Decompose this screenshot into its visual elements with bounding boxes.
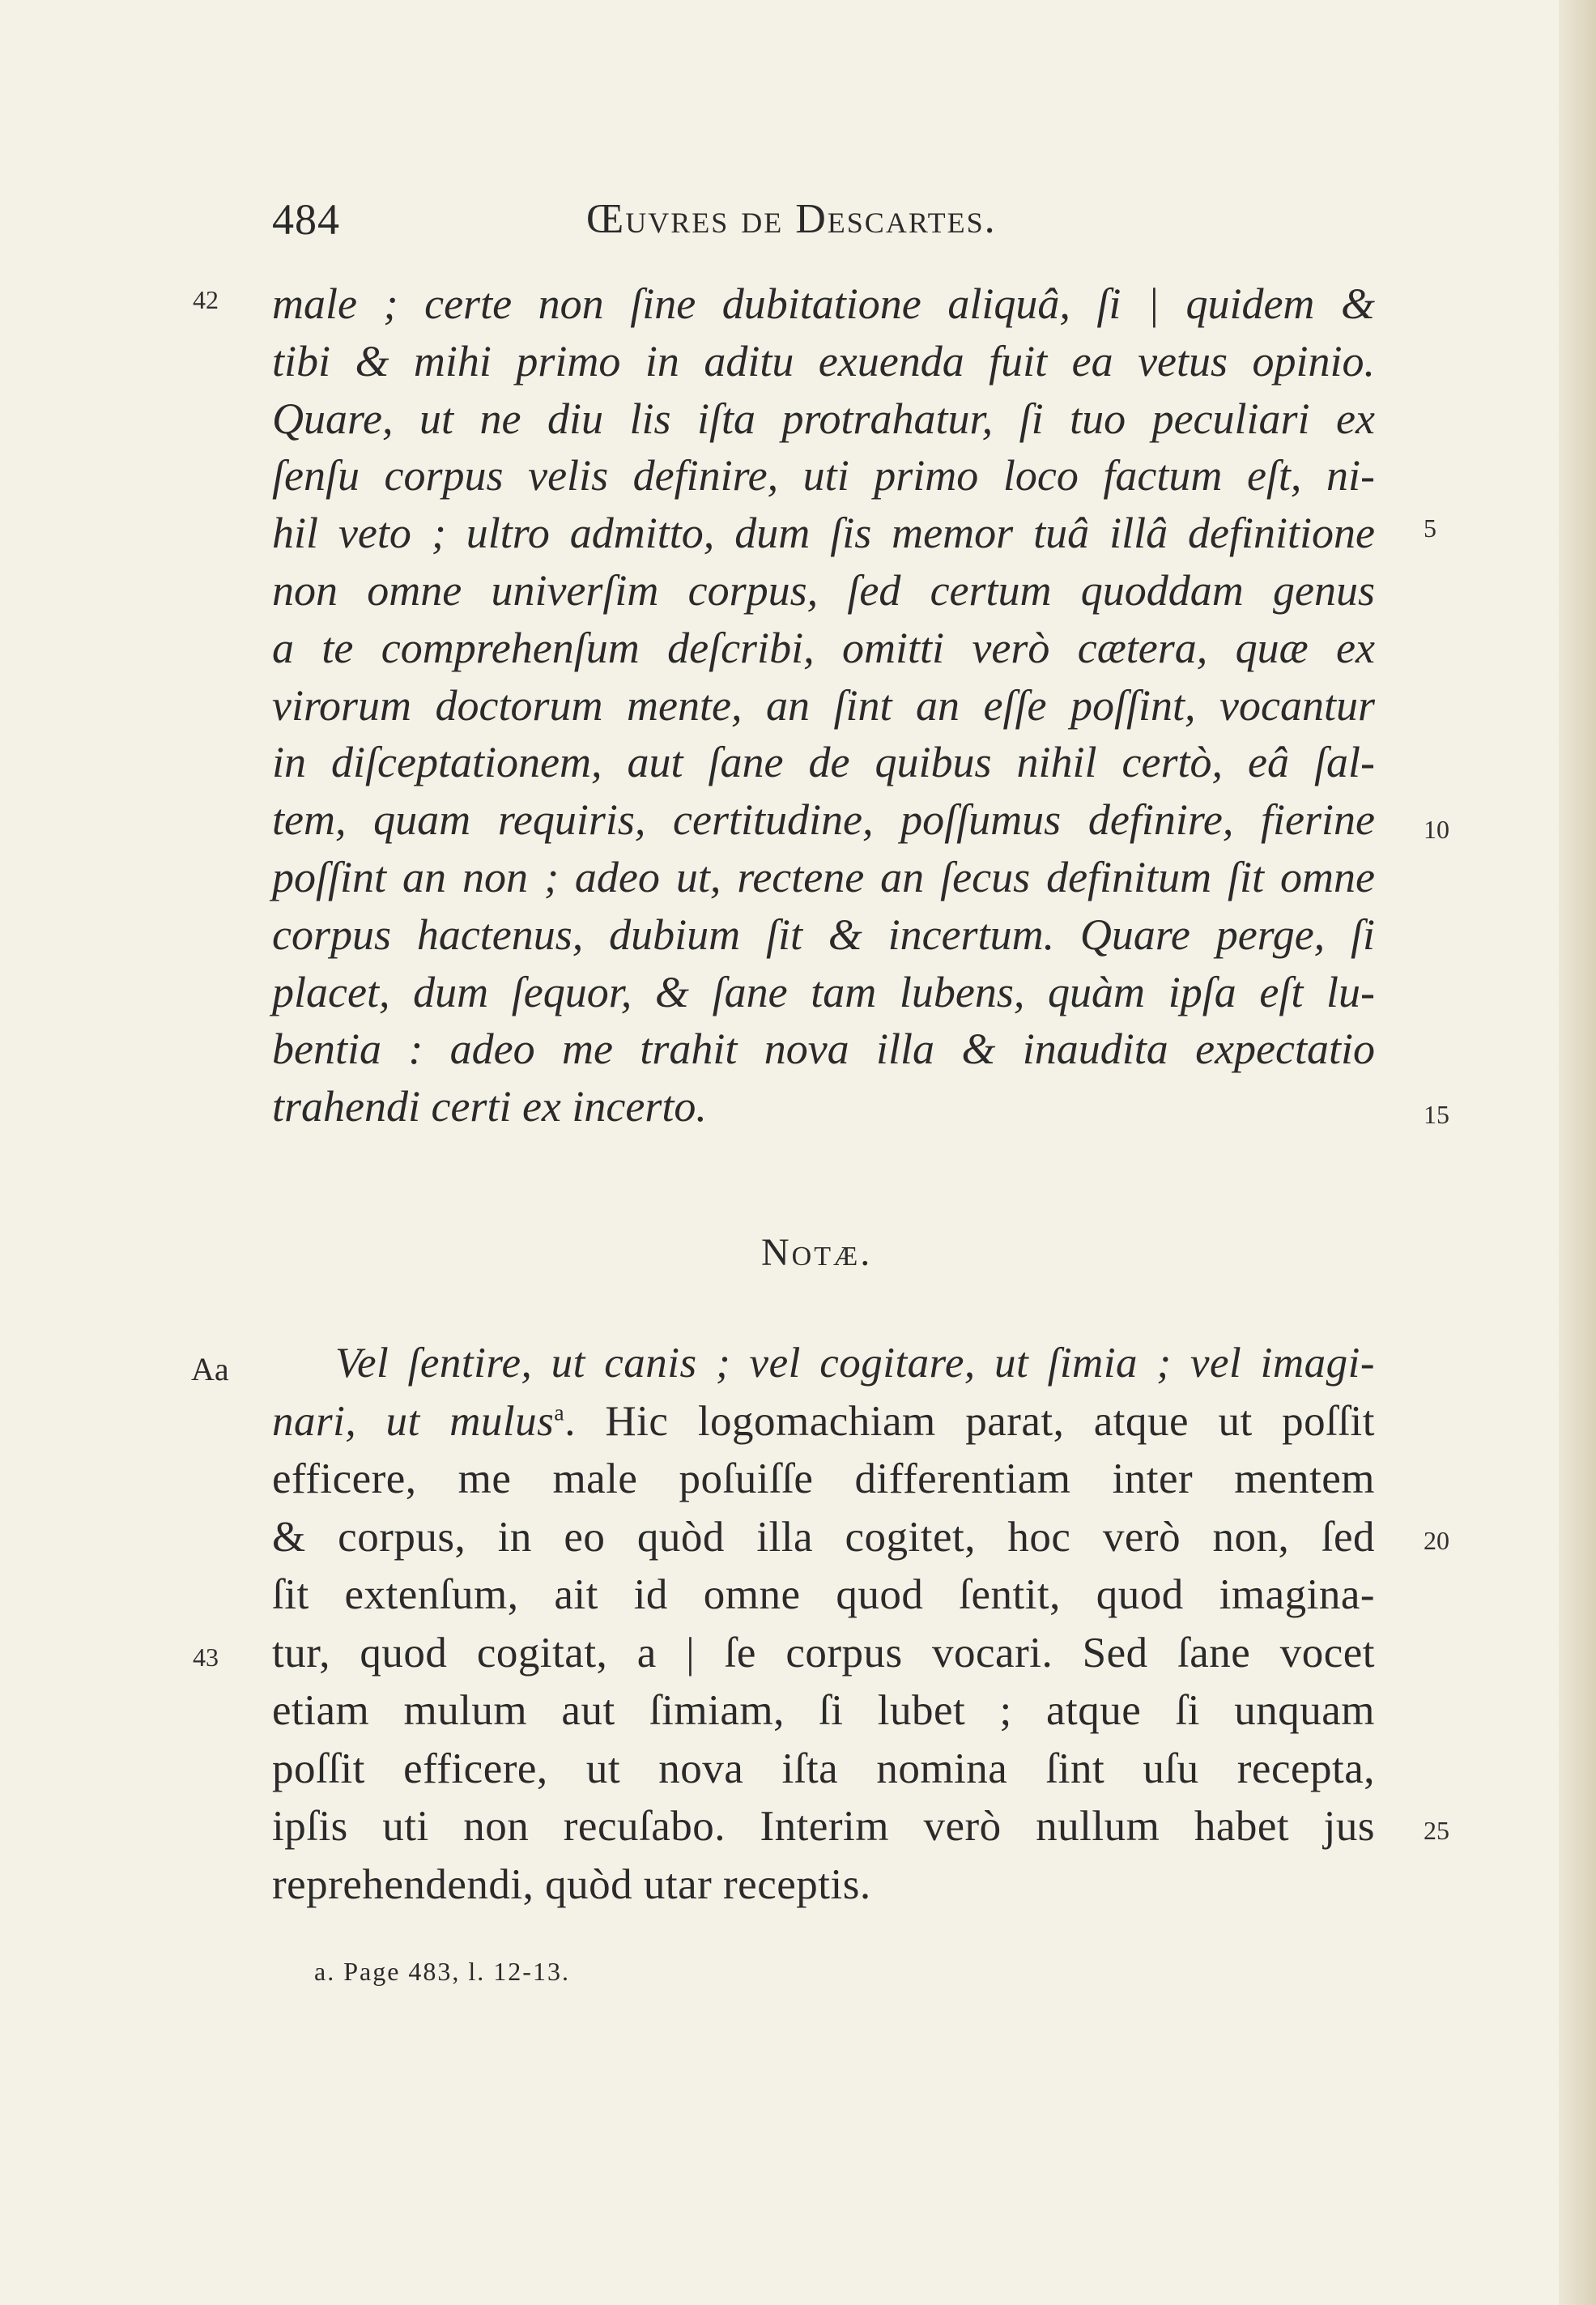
note-line: tur, quod cogitat, a | ſe corpus vocari. Sed ſane vocet <box>272 1629 1375 1677</box>
margin-line-number-5: 5 <box>1424 513 1436 543</box>
note-line <box>272 1393 1375 1451</box>
note-line: efficere, me male poſuiſſe differentiam inter mentem <box>272 1455 1375 1502</box>
main-text-line: in diſceptationem, aut ſane de quibus nihil certò, eâ ſal- <box>272 738 1375 787</box>
main-text-line: male ; certe non ſine dubitatione aliquâ, ſi | quidem & <box>272 279 1375 328</box>
note-line: ſit extenſum, ait id omne quod ſentit, quod imagina- <box>272 1571 1375 1618</box>
margin-line-number-10: 10 <box>1424 815 1449 844</box>
notes-heading: Notæ. <box>761 1231 873 1274</box>
note-line: etiam mulum aut ſimiam, ſi lubet ; atque ſi unquam <box>272 1687 1375 1734</box>
main-text-block <box>272 275 1375 1135</box>
main-text-line: placet, dum ſequor, & ſane tam lubens, quàm ipſa eſt lu- <box>272 967 1375 1016</box>
margin-line-number-25: 25 <box>1424 1816 1449 1845</box>
main-text-line: bentia : adeo me trahit nova illa & inaudita expectatio <box>272 1025 1375 1074</box>
running-title: Œuvres de Descartes. <box>586 196 997 242</box>
main-text-line: virorum doctorum mente, an ſint an eſſe poſſint, vocantur <box>272 680 1375 730</box>
notes-text-block <box>272 1335 1375 1914</box>
note-marker: Aa <box>191 1351 229 1387</box>
note-quote-end: nari, ut mulus <box>272 1397 555 1445</box>
main-text-line: non omne univerſim corpus, ſed certum quoddam genus <box>272 565 1375 615</box>
main-text-line: ſenſu corpus velis definire, uti primo loco factum eſt, ni- <box>272 451 1375 501</box>
margin-line-number-15: 15 <box>1424 1100 1449 1129</box>
main-text-line: hil veto ; ultro admitto, dum ſis memor tuâ illâ definitione <box>272 509 1375 558</box>
margin-line-number-20: 20 <box>1424 1526 1449 1555</box>
main-text-line: a te comprehenſum deſcribi, omitti verò cætera, quæ ex <box>272 623 1375 672</box>
note-line: ipſis uti non recuſabo. Interim verò nullum habet jus <box>272 1803 1375 1850</box>
main-text-line: tem, quam requiris, certitudine, poſſumus definire, fierine <box>272 795 1375 845</box>
note-line: & corpus, in eo quòd illa cogitet, hoc verò non, ſed <box>272 1513 1375 1561</box>
page-header <box>272 191 1368 248</box>
main-text-line: tibi & mihi primo in aditu exuenda fuit ea vetus opinio. <box>272 336 1375 386</box>
main-text-line: Quare, ut ne diu lis iſta protrahatur, ſi tuo peculiari ex <box>272 394 1375 443</box>
main-text-line: corpus hactenus, dubium ſit & incertum. Quare perge, ſi <box>272 910 1375 959</box>
main-text-line: poſſint an non ; adeo ut, rectene an ſecus definitum ſit omne <box>272 852 1375 901</box>
margin-original-page-42: 42 <box>193 285 219 314</box>
note-line: reprehendendi, quòd utar receptis. <box>272 1860 871 1908</box>
note-line-remainder: . Hic logomachiam parat, atque ut poſſit <box>564 1397 1375 1445</box>
footnote: a. Page 483, l. 12-13. <box>314 1957 570 1986</box>
note-line: poſſit efficere, ut nova iſta nomina ſint uſu recepta, <box>272 1745 1375 1792</box>
page-edge <box>1559 0 1596 2305</box>
page-number: 484 <box>272 195 340 244</box>
main-text-line: trahendi certi ex incerto. <box>272 1082 707 1131</box>
margin-original-page-43: 43 <box>193 1642 219 1672</box>
note-line: Vel ſentire, ut canis ; vel cogitare, ut ſimia ; vel imagi- <box>335 1340 1375 1387</box>
footnote-reference: a <box>554 1400 565 1425</box>
